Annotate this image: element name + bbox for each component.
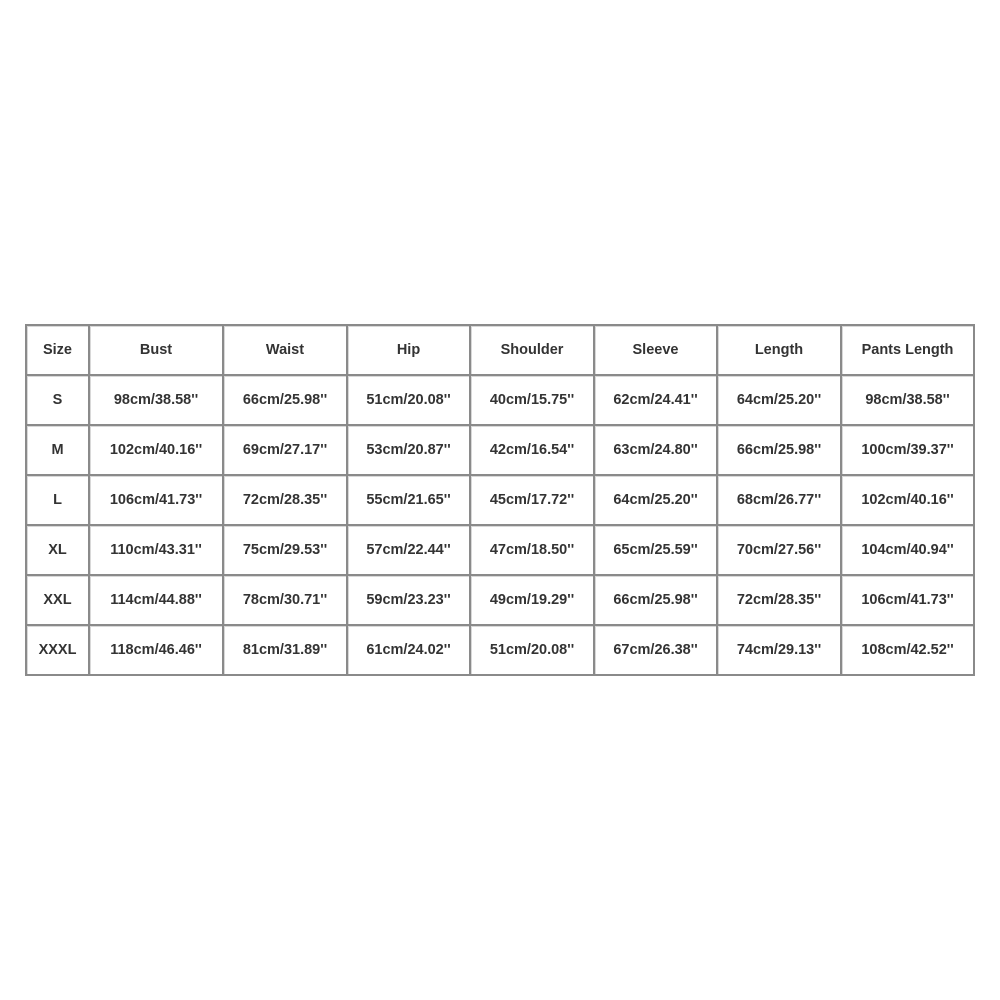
cell-hip: 51cm/20.08'' [348, 376, 471, 426]
cell-shoulder: 42cm/16.54'' [471, 426, 595, 476]
cell-shoulder: 40cm/15.75'' [471, 376, 595, 426]
cell-pants-length: 98cm/38.58'' [842, 376, 975, 426]
cell-hip: 59cm/23.23'' [348, 576, 471, 626]
cell-hip: 53cm/20.87'' [348, 426, 471, 476]
cell-waist: 75cm/29.53'' [224, 526, 348, 576]
header-bust: Bust [90, 326, 224, 376]
header-size: Size [27, 326, 90, 376]
cell-pants-length: 102cm/40.16'' [842, 476, 975, 526]
cell-waist: 69cm/27.17'' [224, 426, 348, 476]
cell-size: XXL [27, 576, 90, 626]
cell-size: XL [27, 526, 90, 576]
cell-waist: 81cm/31.89'' [224, 626, 348, 676]
table-row [27, 476, 975, 526]
header-pants-length: Pants Length [842, 326, 975, 376]
cell-size: L [27, 476, 90, 526]
cell-size: M [27, 426, 90, 476]
table-row [27, 526, 975, 576]
table-row [27, 626, 975, 676]
cell-waist: 66cm/25.98'' [224, 376, 348, 426]
table-row [27, 376, 975, 426]
cell-length: 70cm/27.56'' [718, 526, 842, 576]
cell-bust: 106cm/41.73'' [90, 476, 224, 526]
cell-sleeve: 63cm/24.80'' [595, 426, 718, 476]
cell-waist: 78cm/30.71'' [224, 576, 348, 626]
header-shoulder: Shoulder [471, 326, 595, 376]
cell-hip: 61cm/24.02'' [348, 626, 471, 676]
cell-size: S [27, 376, 90, 426]
header-hip: Hip [348, 326, 471, 376]
cell-hip: 55cm/21.65'' [348, 476, 471, 526]
cell-hip: 57cm/22.44'' [348, 526, 471, 576]
size-chart-table [25, 324, 975, 676]
cell-bust: 114cm/44.88'' [90, 576, 224, 626]
header-length: Length [718, 326, 842, 376]
cell-pants-length: 100cm/39.37'' [842, 426, 975, 476]
size-chart [25, 324, 975, 676]
cell-length: 72cm/28.35'' [718, 576, 842, 626]
cell-shoulder: 45cm/17.72'' [471, 476, 595, 526]
cell-bust: 118cm/46.46'' [90, 626, 224, 676]
cell-sleeve: 64cm/25.20'' [595, 476, 718, 526]
cell-bust: 98cm/38.58'' [90, 376, 224, 426]
cell-length: 68cm/26.77'' [718, 476, 842, 526]
header-row [27, 326, 975, 376]
cell-shoulder: 47cm/18.50'' [471, 526, 595, 576]
header-waist: Waist [224, 326, 348, 376]
table-row [27, 426, 975, 476]
cell-length: 64cm/25.20'' [718, 376, 842, 426]
cell-pants-length: 106cm/41.73'' [842, 576, 975, 626]
cell-length: 66cm/25.98'' [718, 426, 842, 476]
cell-length: 74cm/29.13'' [718, 626, 842, 676]
header-sleeve: Sleeve [595, 326, 718, 376]
cell-size: XXXL [27, 626, 90, 676]
cell-shoulder: 51cm/20.08'' [471, 626, 595, 676]
cell-sleeve: 62cm/24.41'' [595, 376, 718, 426]
cell-bust: 102cm/40.16'' [90, 426, 224, 476]
cell-sleeve: 66cm/25.98'' [595, 576, 718, 626]
cell-sleeve: 65cm/25.59'' [595, 526, 718, 576]
cell-waist: 72cm/28.35'' [224, 476, 348, 526]
cell-pants-length: 104cm/40.94'' [842, 526, 975, 576]
cell-shoulder: 49cm/19.29'' [471, 576, 595, 626]
table-row [27, 576, 975, 626]
cell-pants-length: 108cm/42.52'' [842, 626, 975, 676]
cell-sleeve: 67cm/26.38'' [595, 626, 718, 676]
cell-bust: 110cm/43.31'' [90, 526, 224, 576]
